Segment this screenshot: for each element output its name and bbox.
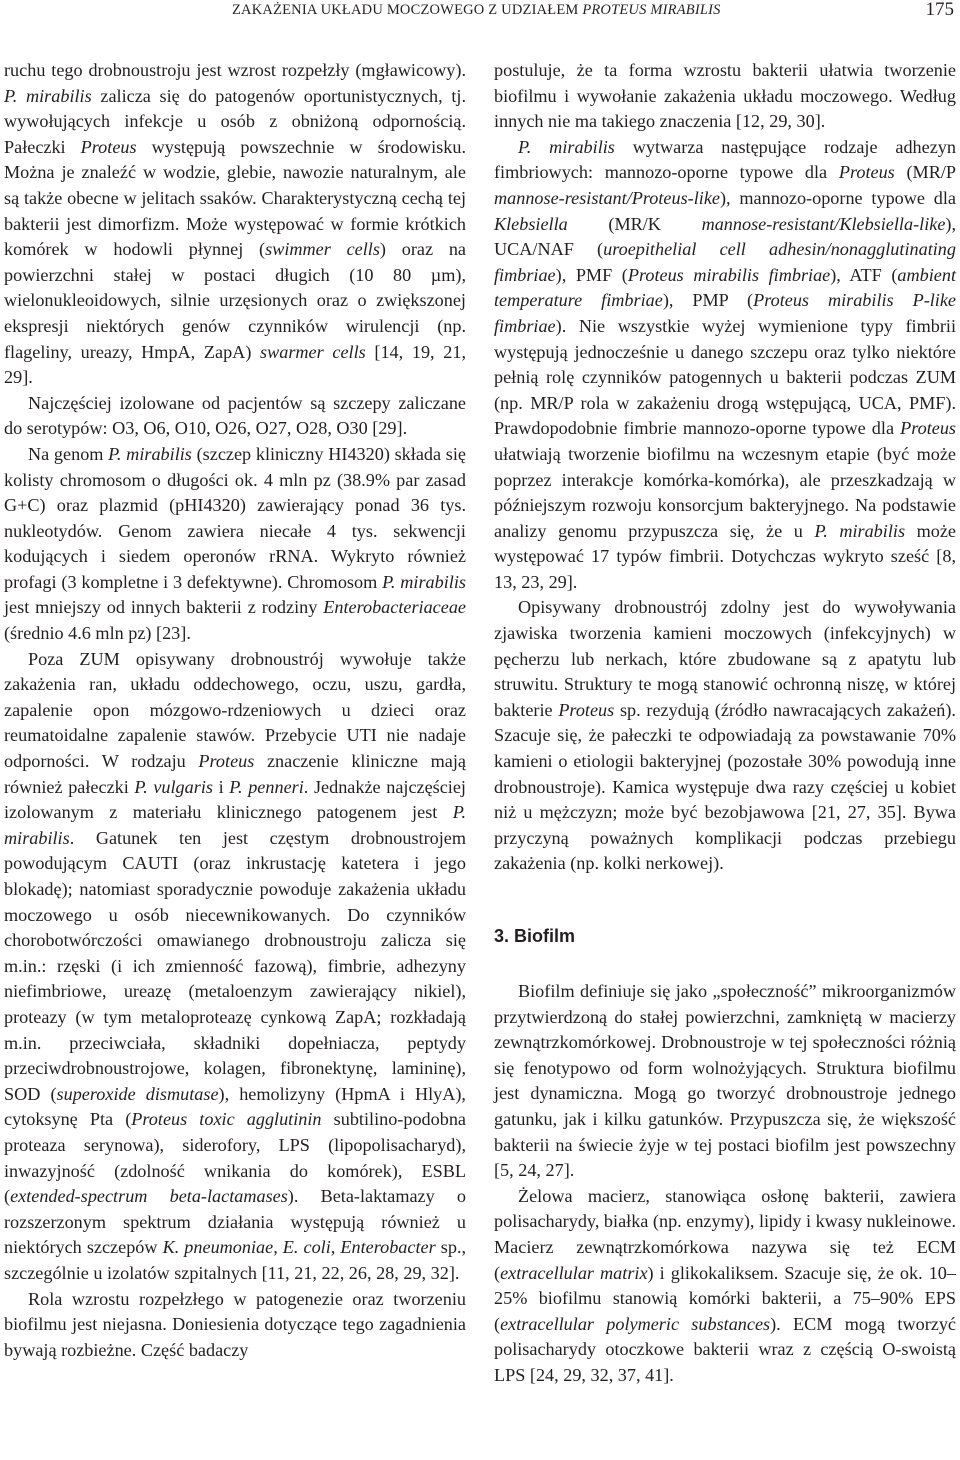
paragraph-right-3: Opisywany drobnoustrój zdolny jest do wywoływania zjawiska tworzenia kamieni moczowych (infekcyjnych) w pęcherzu lub nerkach, które zbudowane są z apatytu lub struwitu. Struktury te mogą stanowić ochronną niszę, w której bakterie Proteus sp. rezydują (źródło nawracających zakażeń). Szacuje się, że pałeczki te odpowiadają za powstawanie 70% kamieni o etiologii bakteryjnej (pozostałe 30% powodują inne drobnoustroje). Kamica występuje dwa razy częściej u kobiet niż u mężczyzn; może być bezobjawowa [21, 27, 35]. Bywa przyczyną poważnych komplikacji podczas przebiegu zakażenia (np. kolki nerkowej). <box>494 597 956 874</box>
paragraph-left-5: Rola wzrostu rozpełzłego w patogenezie oraz tworzeniu biofilmu jest niejasna. Doniesienia dotyczące tego zagadnienia bywają rozbieżne. Część badaczy <box>4 1288 466 1360</box>
italic-term: P. mirabilis <box>518 136 615 157</box>
paragraph-right-4: Biofilm definiuje się jako „społeczność” mikroorganizmów przytwierdzoną do stałej powierzchni, zamkniętą w macierzy zewnątrzkomórkowej. Drobnoustroje w tej społeczności różnią się fenotypowo od form wolnożyjących. Struktura biofilmu jest dynamiczna. Mogą go tworzyć drobnoustroje jednego gatunku, jak i kilku gatunków. Przypuszcza się, że większość bakterii na świecie żyje w tej postaci biofilm jest powszechny [5, 24, 27]. <box>494 981 956 1181</box>
italic-term: Proteus mirabilis fimbriae <box>627 264 831 285</box>
italic-term: Proteus <box>198 751 255 772</box>
italic-term: swimmer cells <box>265 239 380 260</box>
italic-term: P. penneri <box>229 776 304 797</box>
page-number: 175 <box>925 0 954 20</box>
paragraph-left-4: Poza ZUM opisywany drobnoustrój wywołuje także zakażenia ran, układu oddechowego, oczu, uszu, gardła, zapalenie opon mózgowo-rdzeniowych u dzieci oraz reumatoidalne zapalenie stawów. Przebycie UTI nie nadaje odporności. W rodzaju Proteus znaczenie kliniczne mają również pałeczki P. vulgaris i P. penneri. Jednakże najczęściej izolowanym z materiału klinicznego patogenem jest P. mirabilis. Gatunek ten jest częstym drobnoustrojem powodującym CAUTI (oraz inkrustację katetera i jego blokadę); natomiast sporadycznie powoduje zakażenia układu moczowego u osób niecewnikowanych. Do czynników chorobotwórczości omawianego drobnoustroju zalicza się m.in.: rzęski (i ich zmienność fazową), fimbrie, adhezyny niefimbriowe, ureazę (metaloenzym zawierający nikiel), proteazy (w tym metaloproteazę cynkową ZapA; rozkładają m.in. przeciwciała, składniki dopełniacza, peptydy przeciwdrobnoustrojowe, kolagen, fibronektynę, lamininę), SOD (superoxide dismutase), hemolizyny (HpmA i HlyA), cytoksynę Pta (Proteus toxic agglutinin subtilino-podobna proteaza serynowa), siderofory, LPS (lipopolisacharyd), inwazyjność (zdolność wnikania do komórek), ESBL (extended-spectrum beta-lactamases). Beta-laktamazy o rozszerzonym spektrum działania występują również u niektórych szczepów K. pneumoniae, E. coli, Enterobacter sp., szczególnie u izolatów szpitalnych [11, 21, 22, 26, 28, 29, 32]. <box>4 648 467 1283</box>
italic-term: Enterobacter <box>340 1237 436 1258</box>
italic-term: P. mirabilis <box>814 520 906 541</box>
italic-term: Klebsiella <box>494 213 568 234</box>
paragraph-left-2: Najczęściej izolowane od pacjentów są szczepy zaliczane do serotypów: O3, O6, O10, O26, O27, O28, O30 [29]. <box>4 392 466 439</box>
italic-term: extracellular matrix <box>500 1262 648 1283</box>
running-title <box>232 2 721 19</box>
italic-term: Enterobacteriaceae <box>323 597 466 618</box>
paragraph-left-3: Na genom P. mirabilis (szczep kliniczny HI4320) składa się kolisty chromosom o długości ok. 4 mln pz (38.9% par zasad G+C) oraz plazmid (pHI4320) zawierający ponad 36 tys. nukleotydów. Genom zawiera niecałe 4 tys. sekwencji kodujących i siedem operonów rRNA. Wykryto również profagi (3 kompletne i 3 defektywne). Chromosom P. mirabilis jest mniejszy od innych bakterii z rodziny Enterobacteriaceae (średnio 4.6 mln pz) [23]. <box>4 443 466 644</box>
italic-term: P. mirabilis <box>382 571 466 592</box>
italic-term: mannose-resistant/Proteus-like <box>494 187 720 208</box>
running-title-text: ZAKAŻENIA UKŁADU MOCZOWEGO Z UDZIAŁEM <box>232 2 583 18</box>
section-heading-biofilm: 3. Biofilm <box>494 926 576 946</box>
italic-term: P. mirabilis <box>4 802 466 848</box>
italic-term: extended-spectrum beta-lactamases <box>10 1186 288 1207</box>
running-title-organism: PROTEUS MIRABILIS <box>582 2 721 18</box>
left-column <box>4 58 466 1363</box>
paragraph-right-2: P. mirabilis wytwarza następujące rodzaje adhezyn fimbriowych: mannozo-oporne typowe dla Proteus (MR/P mannose-resistant/Proteus-like), mannozo-oporne typowe dla Klebsiella (MR/K mannose-resistant/Klebsiella-like), UCA/NAF (uroepithelial cell adhesin/nonagglutinating fimbriae), PMF (Proteus mirabilis fimbriae), ATF (ambient temperature fimbriae), PMP (Proteus mirabilis P-like fimbriae). Nie wszystkie wyżej wymienione typy fimbrii występują jednocześnie u danego szczepu oraz tylko niektóre pełnią rolę czynników patogennych u bakterii podczas ZUM (np. MR/P rola w zakażeniu drogą wstępującą, UCA, PMF). Prawdopodobnie fimbrie mannozo-oporne typowe dla Proteus ułatwiają tworzenie biofilmu na wczesnym etapie (być może poprzez interakcje komórka-komórka), ale przeszkadzają w późniejszym rozwoju konsorcjum bakteryjnego. Na podstawie analizy genomu przypuszcza się, że u P. mirabilis może występować 17 typów fimbrii. Dotychczas wykryto sześć [8, 13, 23, 29]. <box>494 136 957 592</box>
italic-term: Proteus mirabilis P-like fimbriae <box>494 290 956 336</box>
italic-term: mannose-resistant/Klebsiella-like <box>701 213 946 234</box>
paragraph-right-1: postuluje, że ta forma wzrostu bakterii ułatwia tworzenie biofilmu i wywołanie zakażenia układu moczowego. Według innych nie ma takiego znaczenia [12, 29, 30]. <box>494 60 956 132</box>
italic-term: extracellular polymeric substances <box>500 1313 771 1334</box>
italic-term: swarmer cells <box>260 341 366 362</box>
italic-term: uroepithelial cell adhesin/nonagglutinating fimbriae <box>494 239 956 285</box>
italic-term: Proteus <box>80 136 137 157</box>
italic-term: P. mirabilis <box>4 85 92 106</box>
italic-term: P. vulgaris <box>134 776 213 797</box>
paragraph-right-5: Żelowa macierz, stanowiąca osłonę bakterii, zawiera polisacharydy, białka (np. enzymy), lipidy i kwasy nukleinowe. Macierz zewnątrzkomórkowa nazywa się też ECM (extracellular matrix) i glikokaliksem. Szacuje się, że ok. 10–25% biofilmu stanowią komórki bakterii, a 75–90% EPS (extracellular polymeric substances). ECM mogą tworzyć polisacharydy otoczkowe bakterii wraz z częścią O-swoistą LPS [24, 29, 32, 37, 41]. <box>494 1185 956 1385</box>
italic-term: Proteus <box>838 162 895 183</box>
italic-term: Proteus <box>558 699 615 720</box>
italic-term: Proteus toxic agglutinin <box>131 1109 322 1130</box>
italic-term: P. mirabilis <box>108 443 192 464</box>
running-header <box>0 0 960 34</box>
italic-term: K. pneumoniae, E. coli <box>162 1237 331 1258</box>
italic-term: ambient temperature fimbriae <box>494 264 957 311</box>
italic-term: Proteus <box>900 418 956 439</box>
paragraph-left-1: ruchu tego drobnoustroju jest wzrost rozpełzły (mgławicowy). P. mirabilis zalicza się do patogenów oportunistycznych, tj. wywołujących infekcje u osób z obniżoną odpornością. Pałeczki Proteus występują powszechnie w środowisku. Można je znaleźć w wodzie, glebie, nawozie naturalnym, ale są także obecne w jelitach ssaków. Charakterystyczną cechą tej bakterii jest dimorfizm. Może występować w formie krótkich komórek w hodowli płynnej (swimmer cells) oraz na powierzchni stałej w postaci długich (10 80 µm), wielonukleoidowych, silnie urzęsionych oraz o zwiększonej ekspresji niektórych genów czynników wirulencji (np. flageliny, ureazy, HmpA, ZapA) swarmer cells [14, 19, 21, 29]. <box>4 60 466 388</box>
italic-term: superoxide dismutase <box>56 1083 219 1104</box>
right-column <box>494 58 956 1389</box>
